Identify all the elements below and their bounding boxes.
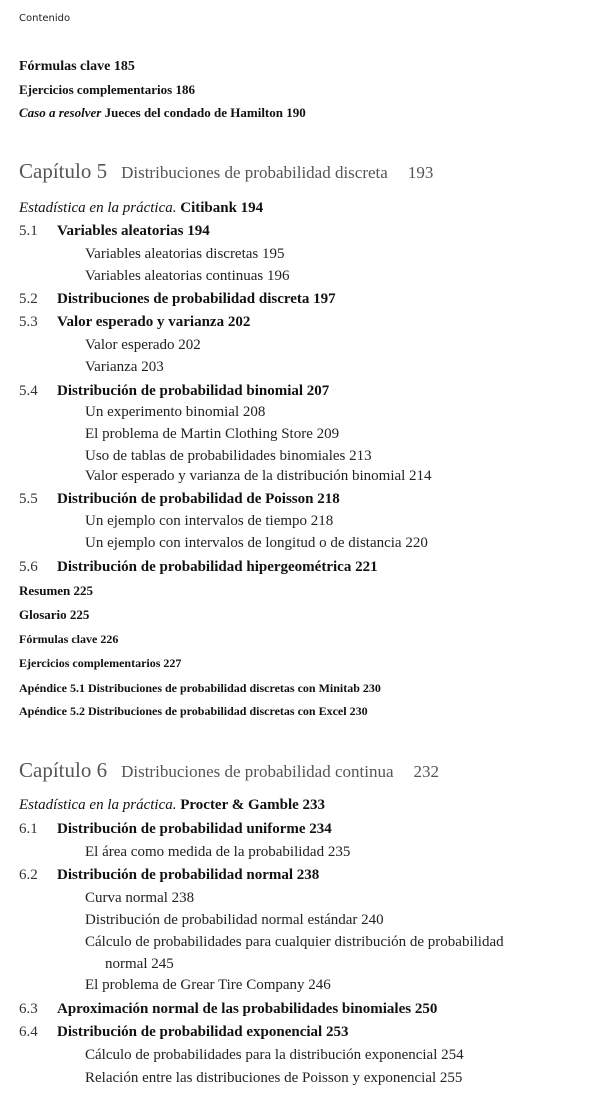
section-number: 6.4: [19, 1024, 38, 1040]
practice-text: Procter & Gamble 233: [176, 797, 326, 813]
subsection[interactable]: Curva normal 238: [85, 890, 195, 906]
section-number: 5.5: [19, 491, 38, 507]
section-number: 6.2: [19, 867, 38, 883]
chapter-heading[interactable]: [19, 757, 439, 783]
chapter-title: Distribuciones de probabilidad discreta: [121, 163, 388, 182]
subsection[interactable]: Uso de tablas de probabilidades binomiales 213: [85, 448, 372, 464]
section-number: 5.1: [19, 223, 38, 239]
section-title[interactable]: Valor esperado y varianza 202: [57, 314, 251, 330]
section-title[interactable]: Variables aleatorias 194: [57, 223, 210, 239]
subsection[interactable]: Cálculo de probabilidades para cualquier distribución de probabilidad: [85, 934, 504, 950]
section-number: 6.3: [19, 1001, 38, 1017]
section-title[interactable]: Distribución de probabilidad uniforme 234: [57, 821, 332, 837]
practice-entry[interactable]: [19, 795, 325, 815]
subsection[interactable]: Un experimento binomial 208: [85, 404, 266, 420]
toc-entry[interactable]: Glosario 225: [19, 607, 90, 622]
subsection[interactable]: Distribución de probabilidad normal estándar 240: [85, 912, 384, 928]
toc-entry[interactable]: Ejercicios complementarios 186: [19, 82, 195, 97]
toc-entry[interactable]: Apéndice 5.2 Distribuciones de probabilidad discretas con Excel 230: [19, 704, 368, 718]
subsection[interactable]: El problema de Martin Clothing Store 209: [85, 426, 340, 442]
toc-entry[interactable]: Fórmulas clave 185: [19, 59, 135, 74]
toc-entry[interactable]: Resumen 225: [19, 583, 94, 598]
subsection[interactable]: Valor esperado 202: [85, 337, 201, 353]
subsection[interactable]: Un ejemplo con intervalos de tiempo 218: [85, 513, 334, 529]
toc-entry[interactable]: Apéndice 5.1 Distribuciones de probabilidad discretas con Minitab 230: [19, 681, 381, 695]
subsection-continuation[interactable]: normal 245: [105, 956, 174, 972]
section-title[interactable]: Distribución de probabilidad normal 238: [57, 867, 320, 883]
section-title[interactable]: Distribución de probabilidad de Poisson 218: [57, 491, 340, 507]
subsection[interactable]: Un ejemplo con intervalos de longitud o de distancia 220: [85, 535, 428, 551]
chapter-title: Distribuciones de probabilidad continua: [121, 762, 394, 781]
section-title[interactable]: Distribuciones de probabilidad discreta 197: [57, 291, 336, 307]
subsection[interactable]: Relación entre las distribuciones de Poisson y exponencial 255: [85, 1070, 463, 1086]
subsection[interactable]: Variables aleatorias continuas 196: [85, 268, 290, 284]
chapter-page: 232: [413, 762, 440, 781]
chapter-heading[interactable]: [19, 158, 433, 184]
section-title[interactable]: Aproximación normal de las probabilidades binomiales 250: [57, 1001, 438, 1017]
chapter-label: Capítulo 6: [19, 758, 108, 782]
section-title[interactable]: Distribución de probabilidad exponencial 253: [57, 1024, 349, 1040]
section-number: 5.4: [19, 383, 38, 399]
subsection[interactable]: Varianza 203: [85, 359, 164, 375]
practice-entry[interactable]: [19, 198, 263, 218]
subsection[interactable]: Variables aleatorias discretas 195: [85, 246, 285, 262]
section-number: 5.3: [19, 314, 38, 330]
chapter-label: Capítulo 5: [19, 159, 108, 183]
section-number: 5.6: [19, 559, 38, 575]
practice-label: Estadística en la práctica.: [19, 200, 177, 216]
toc-entry[interactable]: Ejercicios complementarios 227: [19, 656, 182, 670]
practice-label: Estadística en la práctica.: [19, 797, 177, 813]
running-header: Contenido: [19, 13, 71, 24]
toc-entry[interactable]: Fórmulas clave 226: [19, 632, 119, 646]
subsection[interactable]: Valor esperado y varianza de la distribución binomial 214: [85, 468, 432, 484]
chapter-page: 193: [407, 163, 434, 182]
section-title[interactable]: Distribución de probabilidad hipergeométrica 221: [57, 559, 378, 575]
section-number: 5.2: [19, 291, 38, 307]
practice-text: Citibank 194: [176, 200, 264, 216]
caso-label: Caso a resolver: [19, 105, 102, 120]
section-number: 6.1: [19, 821, 38, 837]
section-title[interactable]: Distribución de probabilidad binomial 207: [57, 383, 330, 399]
subsection[interactable]: El problema de Grear Tire Company 246: [85, 977, 331, 993]
subsection[interactable]: Cálculo de probabilidades para la distribución exponencial 254: [85, 1047, 464, 1063]
caso-text: Jueces del condado de Hamilton 190: [101, 105, 306, 120]
subsection[interactable]: El área como medida de la probabilidad 235: [85, 844, 351, 860]
toc-entry-caso[interactable]: [19, 103, 306, 123]
